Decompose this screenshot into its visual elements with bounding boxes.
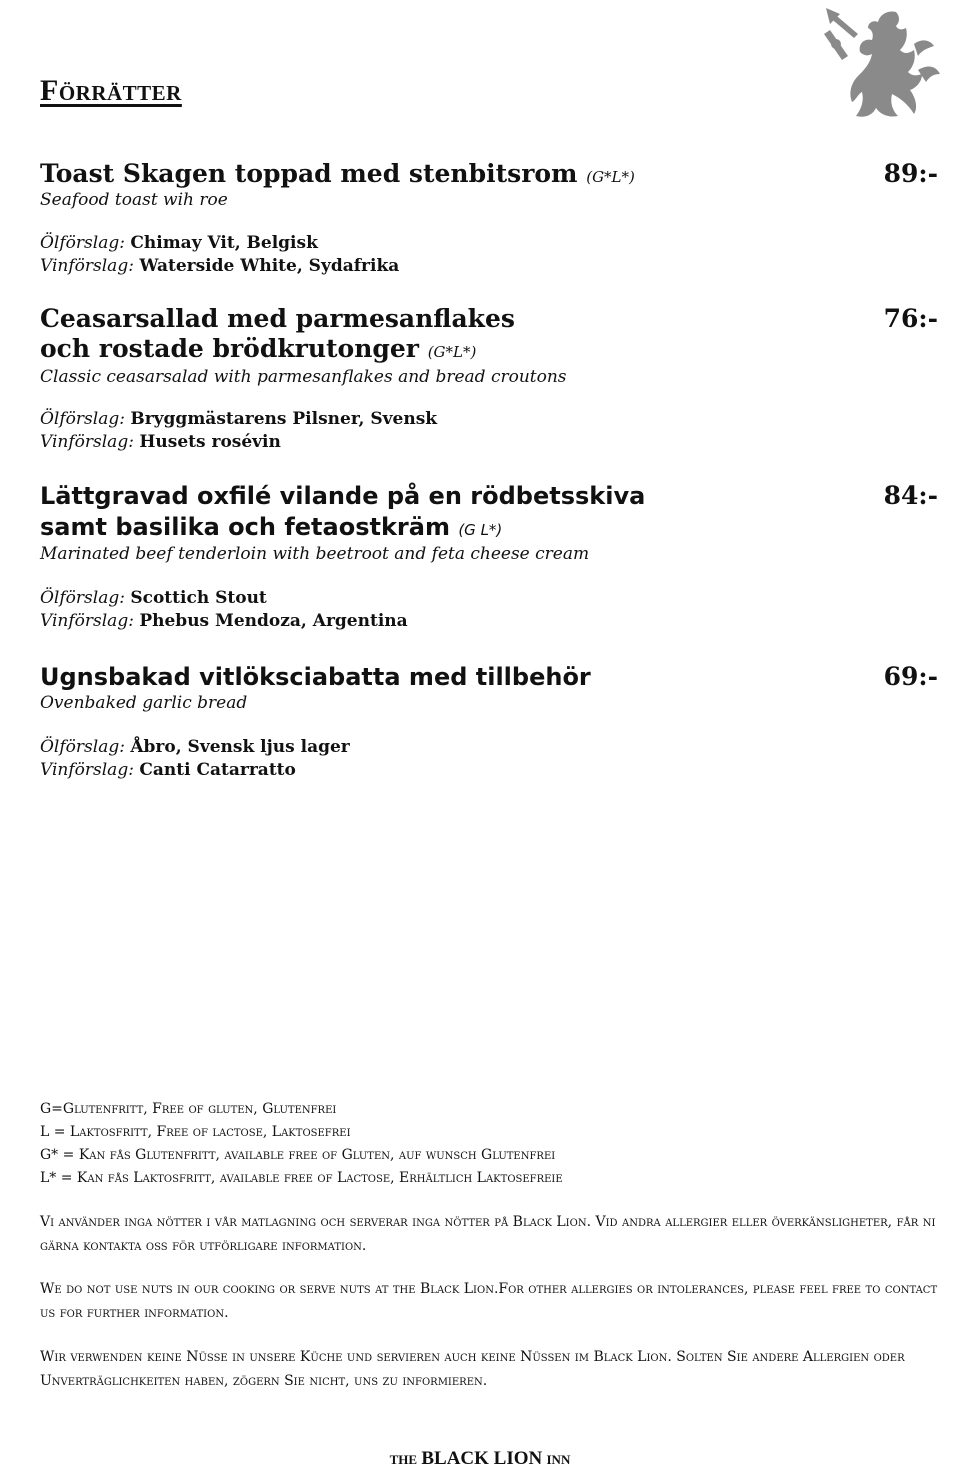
dish-3-price: 84:- [883, 481, 938, 510]
dish-4-beer-suggestion [40, 736, 350, 758]
dish-2-wine-suggestion [40, 431, 281, 453]
beer-label: Ölförslag: [40, 737, 125, 757]
footer-the: THE [389, 1452, 418, 1467]
legend-item: L = Laktosfritt, Free of lactose, Laktosefrei [40, 1124, 351, 1140]
dish-3-name-line1: Lättgravad oxfilé vilande på en rödbetsskiva [40, 482, 646, 510]
dish-3-wine-suggestion [40, 610, 408, 632]
dish-1-beer-suggestion [40, 232, 318, 254]
dish-3-diet-code: (G L*) [458, 521, 503, 539]
wine-value: Phebus Mendoza, Argentina [139, 611, 408, 631]
dish-2-price: 76:- [883, 304, 938, 333]
dish-2-beer-suggestion [40, 408, 437, 430]
dish-2-name-line2 [40, 334, 476, 367]
dish-2-line2: och rostade brödkrutonger [40, 334, 419, 363]
legend-item: L* = Kan fås Laktosfritt, available free of Lactose, Erhältlich Laktosefreie [40, 1170, 563, 1186]
wine-label: Vinförslag: [40, 760, 134, 780]
wine-label: Vinförslag: [40, 432, 134, 452]
legend-item: G* = Kan fås Glutenfritt, available free of Gluten, auf wunsch Glutenfrei [40, 1147, 556, 1163]
beer-value: Bryggmästarens Pilsner, Svensk [130, 409, 438, 429]
dish-1-price: 89:- [883, 159, 938, 188]
beer-label: Ölförslag: [40, 233, 125, 253]
wine-value: Husets rosévin [139, 432, 281, 452]
page-title: Förrätter [40, 74, 182, 107]
dish-3-line2: samt basilika och fetaostkräm [40, 513, 450, 541]
dish-3-english: Marinated beef tenderloin with beetroot and feta cheese cream [40, 544, 590, 564]
wine-label: Vinförslag: [40, 256, 134, 276]
wine-label: Vinförslag: [40, 611, 134, 631]
allergen-legend [40, 1098, 563, 1190]
dish-1-line1: Toast Skagen toppad med stenbitsrom [40, 159, 578, 188]
dish-3-beer-suggestion [40, 587, 267, 609]
dish-4-price: 69:- [883, 662, 938, 691]
beer-label: Ölförslag: [40, 409, 125, 429]
footer-inn: INN [546, 1452, 571, 1467]
beer-value: Chimay Vit, Belgisk [130, 233, 318, 253]
dish-4-english: Ovenbaked garlic bread [40, 693, 248, 713]
dish-4-wine-suggestion [40, 759, 296, 781]
dish-1-name [40, 159, 635, 192]
legend-item: G=Glutenfritt, Free of gluten, Glutenfrei [40, 1101, 337, 1117]
footer-black-lion: BLACK LION [421, 1448, 543, 1469]
wine-value: Waterside White, Sydafrika [139, 256, 400, 276]
dish-2-diet-code: (G*L*) [427, 343, 477, 361]
wine-value: Canti Catarratto [139, 760, 296, 780]
dish-4-name: Ugnsbakad vitlöksciabatta med tillbehör [40, 663, 591, 691]
dish-3-name-line2 [40, 512, 502, 545]
dish-2-english: Classic ceasarsalad with parmesanflakes and bread croutons [40, 367, 567, 387]
allergy-note-english: We do not use nuts in our cooking or serve nuts at the Black Lion.For other allergies or intolerances, please feel free to contact us for further information. [40, 1281, 938, 1321]
beer-value: Åbro, Svensk ljus lager [130, 737, 350, 757]
allergy-note-german: Wir verwenden keine Nüsse in unsere Küche und servieren auch keine Nüssen im Black Lion. Solten Sie andere Allergien oder Unverträglichkeiten haben, zögern Sie nicht, uns zu informieren. [40, 1349, 905, 1389]
dish-1-diet-code: (G*L*) [586, 168, 635, 186]
beer-label: Ölförslag: [40, 588, 125, 608]
allergy-note-swedish: Vi använder inga nötter i vår matlagning och serverar inga nötter på Black Lion. Vid andra allergier eller överkänsligheter, får ni gärna kontakta oss för utförligare information. [40, 1214, 936, 1254]
lion-logo [818, 4, 946, 128]
footer-brand [0, 1448, 960, 1470]
dish-1-wine-suggestion [40, 255, 399, 277]
dish-1-english: Seafood toast wih roe [40, 190, 228, 210]
beer-value: Scottich Stout [130, 588, 267, 608]
dish-2-name-line1: Ceasarsallad med parmesanflakes [40, 304, 515, 333]
